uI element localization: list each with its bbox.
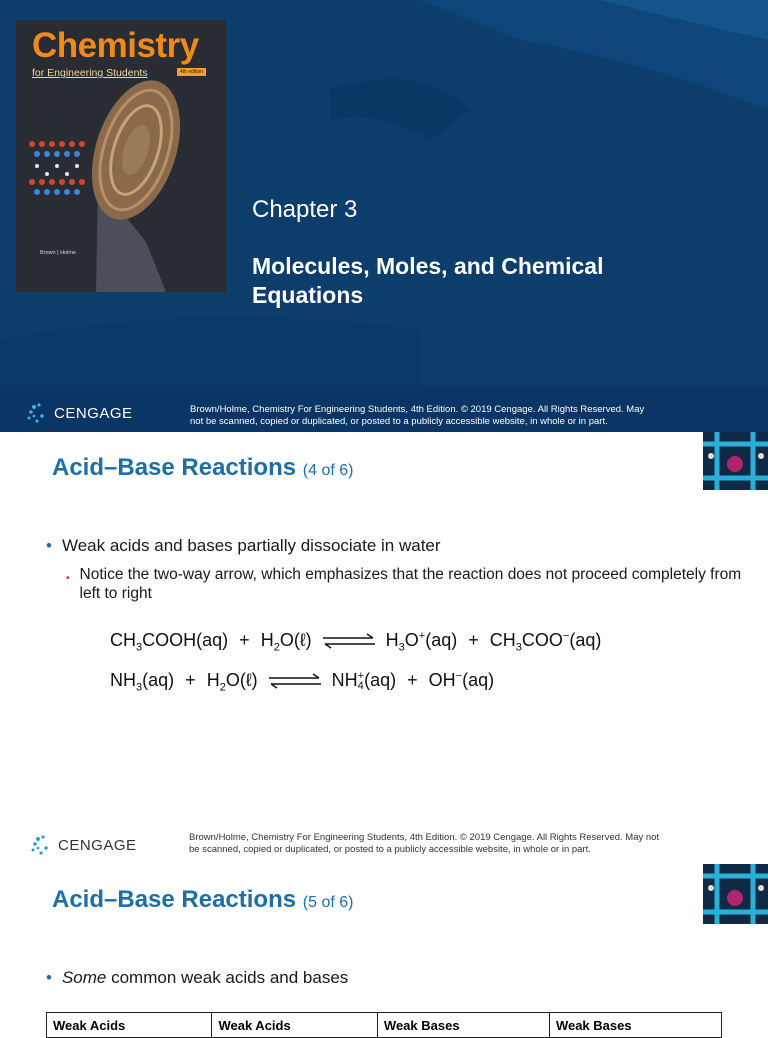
molecule-lattice-icon — [703, 432, 768, 490]
eq1-reactant-2: H — [260, 630, 274, 650]
slide-acid-base-4 — [0, 432, 768, 864]
eq1-subscript: 3 — [398, 641, 405, 654]
eq2-plus: + — [185, 670, 196, 690]
chapter-title: Molecules, Moles, and Chemical Equations — [252, 253, 604, 308]
equilibrium-arrow-icon — [321, 634, 377, 648]
eq1-reactant-2-rest: O(ℓ) — [279, 630, 312, 650]
eq1-superscript: − — [562, 630, 570, 642]
molecule-lattice-icon — [703, 864, 768, 924]
eq2-superscript: + — [357, 670, 365, 683]
sub-bullet-item — [66, 565, 746, 603]
cengage-logo-icon — [26, 402, 48, 424]
book-cover — [16, 20, 226, 292]
bullet-dot-icon: • — [46, 968, 52, 987]
eq1-plus: + — [239, 630, 250, 650]
heading-text: Acid–Base Reactions — [52, 886, 297, 913]
cover-art — [16, 82, 226, 292]
sub-bullet-dot-icon: • — [66, 573, 70, 584]
table-header-cell: Weak Acids — [47, 1013, 212, 1038]
eq1-subscript: 3 — [515, 641, 522, 654]
eq1-product-1-state: (aq) — [425, 630, 458, 650]
eq2-product-1-rest: (aq) — [364, 670, 397, 690]
eq1-superscript: + — [418, 630, 426, 642]
eq1-product-2-rest: COO — [521, 630, 563, 650]
copyright-line-2: not be scanned, copied or duplicated, or posted to a publicly accessible website, in whole or in part. — [190, 416, 608, 427]
eq2-superscript: − — [455, 670, 463, 682]
cengage-logo-icon — [30, 834, 52, 856]
cengage-logo-text: CENGAGE — [58, 836, 137, 854]
table-header-cell: Weak Bases — [549, 1013, 721, 1038]
book-edition: 4th edition — [177, 68, 206, 76]
eq2-product-2: OH — [428, 670, 456, 690]
cengage-logo — [30, 834, 137, 856]
equation-ammonia — [110, 670, 494, 694]
table-header-cell: Weak Acids — [212, 1013, 377, 1038]
heading-part: (5 of 6) — [302, 894, 354, 911]
cengage-logo — [26, 402, 133, 424]
bullet-text: Weak acids and bases partially dissociate in water — [61, 536, 441, 555]
title-slide — [0, 0, 768, 432]
eq1-subscript: 2 — [273, 641, 280, 654]
eq2-plus: + — [407, 670, 418, 690]
heading-text: Acid–Base Reactions — [52, 454, 297, 481]
table-header-cell: Weak Bases — [377, 1013, 549, 1038]
book-title: Chemistry — [32, 26, 199, 65]
copyright-notice — [190, 404, 760, 428]
copyright-line-1: Brown/Holme, Chemistry For Engineering Students, 4th Edition. © 2019 Cengage. All Rights Reserved. May — [190, 404, 645, 415]
heading-part: (4 of 6) — [302, 462, 354, 479]
eq1-product-1-rest: O — [404, 630, 419, 650]
bullet-item — [46, 968, 348, 988]
eq2-subscript: 2 — [219, 681, 226, 694]
cengage-logo-text: CENGAGE — [54, 404, 133, 422]
eq1-plus: + — [468, 630, 479, 650]
bullet-dot-icon: • — [46, 536, 52, 555]
chapter-label: Chapter 3 — [252, 196, 358, 223]
eq2-reactant-1-rest: (aq) — [142, 670, 175, 690]
table-header-row — [47, 1013, 722, 1038]
slide-acid-base-5 — [0, 864, 768, 1033]
eq2-product-1: NH — [331, 670, 358, 690]
eq2-subscript: 3 — [136, 681, 143, 694]
copyright-line-1: Brown/Holme, Chemistry For Engineering Students, 4th Edition. © 2019 Cengage. All Rights Reserved. May not — [189, 832, 660, 843]
copyright-line-2: be scanned, copied or duplicated, or posted to a publicly accessible website, in whole or in part. — [189, 844, 591, 855]
equation-acetic-acid — [110, 630, 601, 654]
equilibrium-arrow-icon — [267, 674, 323, 688]
eq2-product-2-rest: (aq) — [462, 670, 495, 690]
bullet-emphasis: Some — [61, 968, 107, 987]
bullet-rest: common weak acids and bases — [106, 968, 349, 987]
bullet-text — [62, 968, 348, 988]
eq2-reactant-2-rest: O(ℓ) — [225, 670, 258, 690]
eq1-product-2: CH — [489, 630, 516, 650]
eq1-product-1: H — [385, 630, 399, 650]
slide-heading — [52, 454, 353, 482]
eq1-product-2-state: (aq) — [569, 630, 602, 650]
eq2-reactant-1: NH — [110, 670, 136, 690]
slide-heading — [52, 886, 353, 914]
eq1-reactant-1-rest: COOH(aq) — [142, 630, 229, 650]
sub-bullet-text: Notice the two-way arrow, which emphasizes that the reaction does not proceed completely from left to right — [79, 566, 742, 602]
book-authors: Brown | Holme — [40, 250, 76, 256]
eq2-reactant-2: H — [206, 670, 220, 690]
eq2-subscript: 4 — [357, 680, 364, 693]
eq1-subscript: 3 — [136, 641, 143, 654]
eq1-reactant-1: CH — [110, 630, 136, 650]
copyright-notice — [189, 832, 759, 856]
bullet-item — [46, 536, 441, 556]
book-subtitle: for Engineering Students — [32, 67, 148, 79]
weak-acids-bases-table — [46, 1012, 722, 1038]
